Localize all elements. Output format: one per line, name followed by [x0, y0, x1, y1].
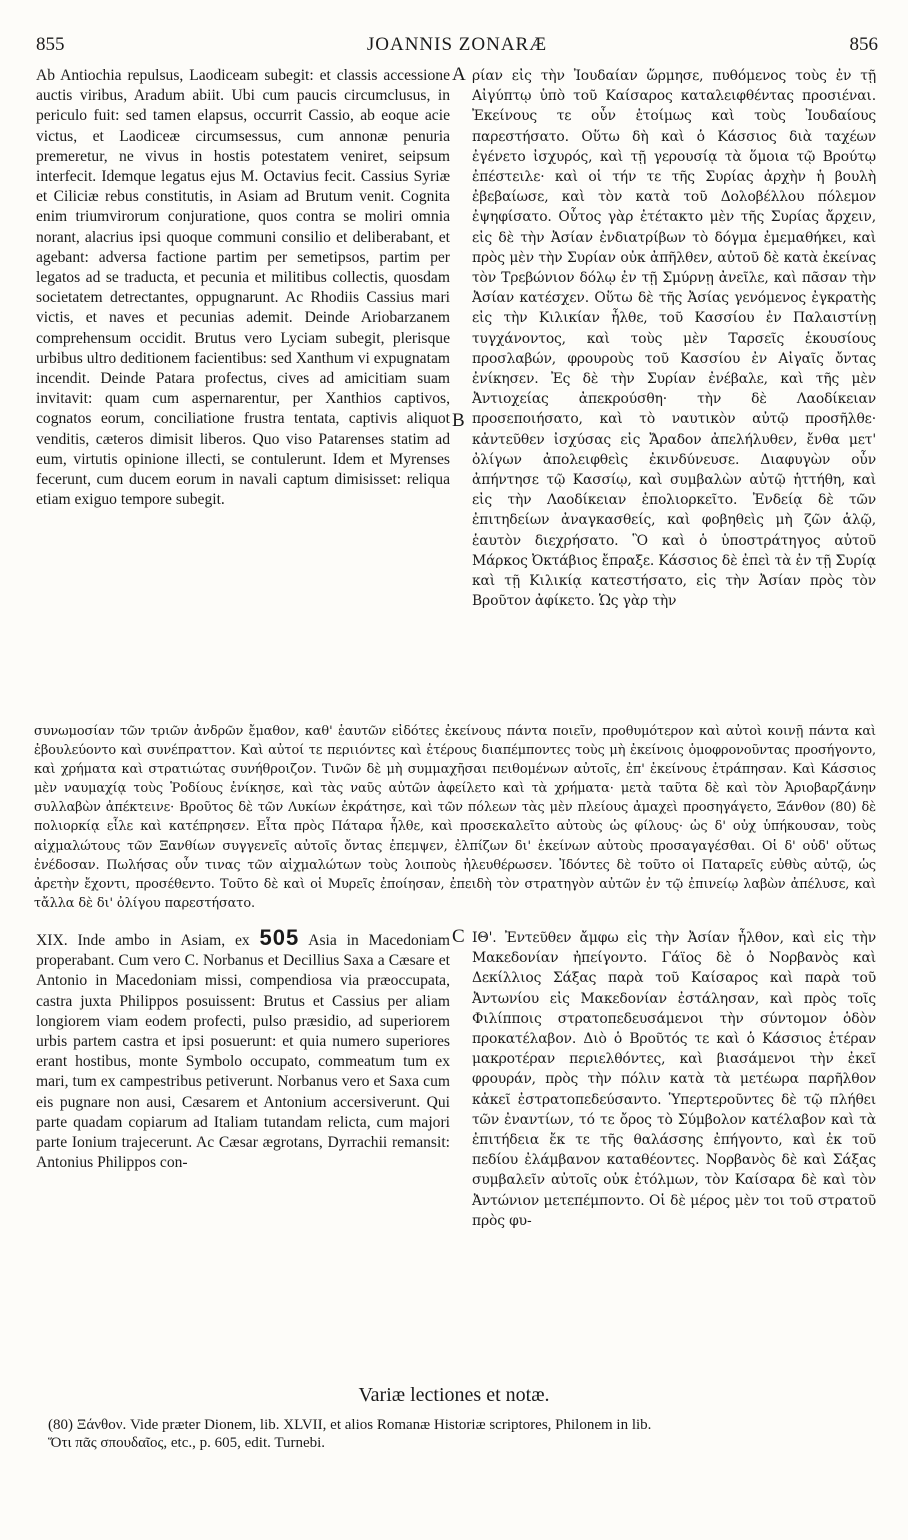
margin-marker-c: C — [452, 926, 465, 947]
greek-paragraph-bottom — [472, 928, 876, 1231]
marginal-column-number: 505 — [259, 925, 300, 950]
latin-opening: Inde ambo in Asiam, ex — [77, 932, 250, 949]
footnotes — [48, 1416, 880, 1452]
greek-column-top — [472, 66, 876, 611]
running-header — [36, 34, 878, 60]
latin-body: Asia in Macedoniam properabant. Cum vero C. Norbanus et Decillius Saxa a Cæsare et Antonio in Macedoniam missi, compendiosa via præoccupata, castra juxta Philippos posuissent: Brutus et Cassius per aliam longiorem viam eodem profecti, pulso præsidio, ad superiorem urbis partem castra et ipsi posuerunt: et quia numero superiores erant hostibus, monte Symbolo occupato, commeatum tum ex mari, tum ex campestribus petiverunt. Norbanus vero et Saxa cum eis pugnare non ausi, Cæsarem et Antonium accersiverunt. Qui parte quadam copiarum ad Italiam tutandam relicta, cum majori parte Ionium trajecerunt. Ac Cæsar ægrotans, Dyrrachii remansit: Antonius Philippos con- — [36, 932, 450, 1172]
latin-paragraph-top: Ab Antiochia repulsus, Laodiceam subegit: et classis accessione auctis viribus, Aradum abiit. Ubi cum paucis circumclusus, in periculo fuit: sed tamen elapsus, occurrit Cassio, ab eoque acie victus, et Laodiceæ circumsessus, cum annonæ penuria premeretur, ne vivus in hostis potestatem veniret, seipsum interfecit. Idemque legatus ejus M. Octavius fecit. Cassius Syriæ et Ciliciæ rebus constitutis, in Asiam ad Brutum venit. Cognita enim triumvirorum conjuratione, quos contra se moliri omnia norant, alacrius ipsi quoque communi consilio et deliberabant, et agebant: adversa factione partim per semetipsos, partim per legatos ad se traducta, et pecunia et militibus collectis, quosdam societatem detrectantes, oppugnarunt. Ac Rhodiis Cassius mari victis, et naves et pecunias ademit. Deinde Ariobarzanem comprehensum occidit. Brutus vero Lyciam subegit, plerisque urbibus ultro deditionem facientibus: sed Xanthum vi expugnatam incendit. Deinde Patara profectus, cives ad amicitiam suam invitavit: quam cum aspernarentur, per Xanthios captivos, cognatos eorum, conciliatione frustra tentata, captivis aliquot venditis, cæteros dimisit liberos. Quo viso Patarenses statim ad eum, virtutis opinione illecti, se contulerunt. Idem et Myrenses fecerunt, cum ducem eorum in navali captum dimisisset: reliqua etiam exiguo tempore subegit. — [36, 67, 450, 509]
greek-full-width-paragraph: συνωμοσίαν τῶν τριῶν ἀνδρῶν ἔμαθον, καθ' ἑαυτῶν εἰδότες ἐκείνους πάντα ποιεῖν, προθυμότερον καὶ αὐτοὶ κοινῇ πάντα καὶ ἐβουλεύοντο καὶ συνέπραττον. Καὶ αὐτοί τε περιιόντες καὶ ἑτέρους διαπέμποντες τοὺς μὴ ἐκείνοις ὁμοφρονοῦντας προσήγοντο, καὶ χρήματα καὶ στρατιώτας συνήθροιζον. Τινῶν δὲ μὴ συμμαχῆσαι πειθομένων αὐτοῖς, ἐπ' ἐκείνους ἐτράπησαν. Καὶ Κάσσιος μὲν ναυμαχίᾳ τοὺς Ῥοδίους ἐνίκησε, καὶ τὰς ναῦς αὐτῶν ἀφείλετο καὶ τὰ χρήματα· μετὰ ταῦτα δὲ καὶ τὸν Ἀριοβαρζάνην συλλαβὼν ἀπέκτεινε· Βροῦτος δὲ τῶν Λυκίων ἐκράτησε, καὶ τῶν πόλεων τὰς μὲν πλείους ἀμαχεὶ προσηγάγετο, Ξάνθον (80) δὲ πολιορκίᾳ εἷλε καὶ κατέπρησεν. Εἶτα πρὸς Πάταρα ἦλθε, καὶ προσεκαλεῖτο αὐτοὺς ὡς φίλους· ὡς δ' οὐχ ὑπήκουσαν, τοὺς αἰχμαλώτους τῶν Ξανθίων συγγενεῖς αὐτοῖς ὄντας ἐπεμψεν, ἐλπίζων δι' ἐκείνων αὐτοὺς προσαγαγέσθαι. Οἱ δ' οὐδ' οὕτως ἐνέδοσαν. Πωλήσας οὖν τινας τῶν αἰχμαλώτων τοὺς λοιποὺς ἠλευθέρωσεν. Ἰδόντες δὲ τοῦτο οἱ Παταρεῖς εὐθὺς αὐτῷ, ὡς ἀρετὴν ἔχοντι, προσέθεντο. Τοῦτο δὲ καὶ οἱ Μυρεῖς ἐποίησαν, ἐπειδὴ τὸν στρατηγὸν αὐτῶν ἐν τῷ ἐπινείῳ λαβὼν ἀπέλυσε, καὶ τἄλλα δὲ δι' ὀλίγου παρεστήσατο. — [34, 724, 876, 911]
chapter-number-latin: XIX. — [36, 932, 68, 949]
chapter-number-greek: ΙΘ'. — [472, 930, 497, 946]
greek-body: Ἐντεῦθεν ἄμφω εἰς τὴν Ἀσίαν ἦλθον, καὶ εἰς τὴν Μακεδονίαν ἠπείγοντο. Γάϊος δὲ ὁ Νορβανὸς καὶ Δεκίλλιος Σάξας παρὰ τοῦ Καίσαρος καὶ παρὰ τοῦ Ἀντωνίου εἰς Μακεδονίαν ἐστάλησαν, καὶ πρὸς τοῖς Φιλίπποις στρατοπεδευσάμενοι τὴν σύντομον ὁδὸν προκατέλαβον. Διὸ ὁ Βροῦτός τε καὶ ὁ Κάσσιος ἑτέραν μακροτέραν περιελθόντες, καὶ βιασάμενοι τὴν ἐκεῖ φρουράν, πρὸς τὴν πόλιν κατὰ τὰ μετέωρα παρῆλθον κἀκεῖ ἐστρατοπεδεύσαντο. Ὑπερτεροῦντες δὲ τῷ πλήθει τῶν ἐναντίων, τό τε ὄρος τὸ Σύμβολον κατέλαβον καὶ τὰ ἐπιτήδεια ἔκ τε τῆς θαλάσσης ἐπήγοντο, καὶ ἐκ τοῦ πεδίου ἐλάμβανον καταθέοντες. Νορβανὸς δὲ καὶ Σάξας συμβαλεῖν αὐτοῖς οὐκ ἐτόλμων, τὸν Καίσαρα δὲ καὶ τὸν Ἀντώνιον μετεπέμποντο. Οἱ δὲ μέρος μὲν τοι τοῦ στρατοῦ πρὸς φυ- — [472, 930, 876, 1229]
page-number-left: 855 — [36, 34, 65, 55]
greek-paragraph-top: ρίαν εἰς τὴν Ἰουδαίαν ὥρμησε, πυθόμενος τοὺς ἐν τῇ Αἰγύπτῳ ὑπὸ τοῦ Καίσαρος καταλειφθέντας προσιέναι. Ἐκείνους τε οὖν ἑτοίμως καὶ τοὺς Ἰουδαίους παρεστήσατο. Οὕτω δὴ καὶ ὁ Κάσσιος διὰ ταχέων ἐγένετο ἰσχυρός, καὶ τῇ γερουσίᾳ τὰ ὅμοια τῷ Βρούτῳ ἐπέστειλε· καὶ οἱ τήν τε τῆς Συρίας ἀρχὴν ἡ βουλὴ ἐβεβαίωσε, καὶ τὸν κατὰ τοῦ Δολοβέλλου πόλεμον ἐψηφίσατο. Οὗτος γὰρ ἐτέτακτο μὲν τῆς Συρίας ἄρχειν, εἰς δὲ τὴν Ἀσίαν ἐνδιατρίβων τὸ δόγμα ἐμεμαθήκει, καὶ πρὸς μὲν τὴν Συρίαν οὐκ ἀπῆλθεν, αὐτοῦ δὲ κατὰ ἐκείνας τὸν Τρεβώνιον δόλῳ ἐν τῇ Σμύρνῃ ἀνεῖλε, καὶ πᾶσαν τὴν Ἀσίαν κατέσχεν. Οὕτω δὲ τῆς Ἀσίας γενόμενος ἐγκρατὴς εἰς τὴν Κιλικίαν ἦλθε, τοῦ Κασσίου ἐν Παλαιστίνῃ τυγχάνοντος, καὶ τοὺς μὲν Ταρσεῖς ἑκουσίους προσλαβών, φρουροὺς τοῦ Κασσίου ἐν Αἰγαῖς ὄντας ἐνίκησεν. Ἐς δὲ τὴν Συρίαν ἐνέβαλε, καὶ τῆς μὲν Ἀντιοχείας ἀπεκρούσθη· τὴν δὲ Λαοδίκειαν προσεποιήσατο, καὶ τὸ ναυτικὸν αὐτῷ προσῆλθε· κἀντεῦθεν ἰσχύσας εἰς Ἄραδον ἀπελήλυθεν, ἔνθα μετ' ὀλίγων ἀπολειφθεὶς ἐκινδύνευσε. Διαφυγὼν οὖν ἀπήντησε τῷ Κασσίῳ, καὶ συμβαλὼν αὐτῷ ἡττήθη, καὶ εἰς τὴν Λαοδίκειαν ἐπολιορκεῖτο. Ἐνδείᾳ δὲ τῶν ἐπιτηδείων ἀναγκασθείς, καὶ φοβηθεὶς μὴ ζῶν ἁλῷ, ἑαυτὸν διεχρήσατο. Ὃ καὶ ὁ ὑποστράτηγος αὐτοῦ Μάρκος Ὀκτάβιος ἔπραξε. Κάσσιος δὲ ἐπεὶ τὰ ἐν τῇ Συρίᾳ καὶ τῇ Κιλικίᾳ κατεστήσατο, εἰς τὴν Ἀσίαν πρὸς τὸν Βροῦτον ἀφίκετο. Ὡς γὰρ τὴν — [472, 68, 876, 610]
running-title: JOANNIS ZONARÆ — [366, 34, 548, 55]
page-number-right: 856 — [849, 34, 878, 55]
latin-paragraph-bottom — [36, 925, 450, 1173]
footnote-line-1: (80) Ξάνθον. Vide præter Dionem, lib. XLVII, et alios Romanæ Historiæ scriptores, Philonem in lib. — [48, 1417, 652, 1433]
margin-marker-a: A — [452, 64, 466, 85]
latin-column-bottom — [36, 925, 450, 1173]
footnote-line-2: Ὅτι πᾶς σπουδαῖος, etc., p. 605, edit. Turnebi. — [48, 1435, 326, 1451]
greek-column-bottom — [472, 928, 876, 1231]
latin-column-top — [36, 66, 450, 510]
greek-full-width-block — [34, 722, 876, 913]
notes-heading: Variæ lectiones et notæ. — [358, 1384, 550, 1406]
margin-marker-b: B — [452, 410, 465, 431]
